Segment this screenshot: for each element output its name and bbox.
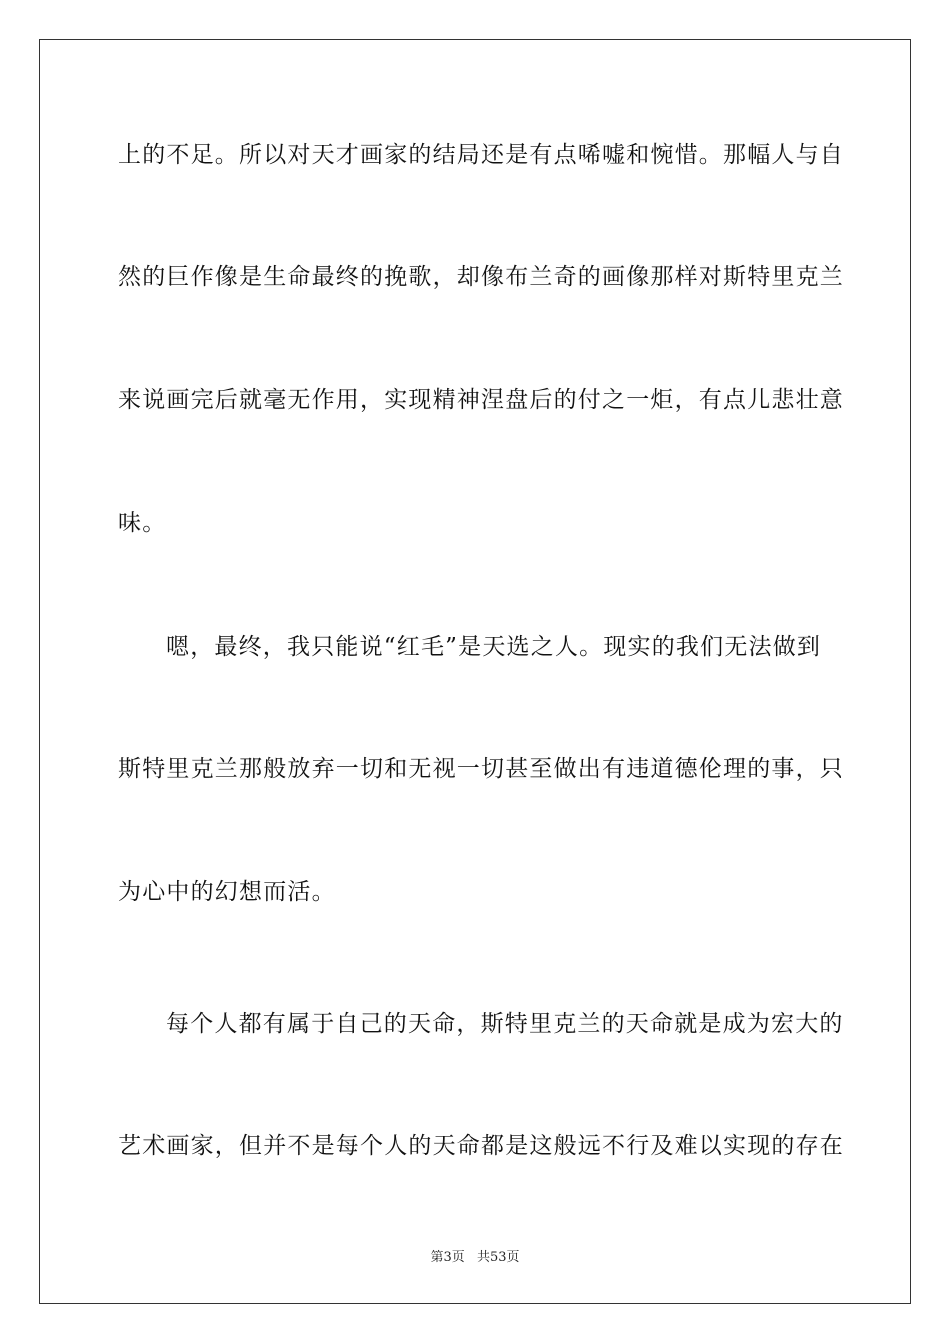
- paragraph-line: 为心中的幻想而活。: [118, 879, 336, 905]
- paragraph-line: 来说画完后就毫无作用，实现精神涅盘后的付之一炬，有点儿悲壮意: [118, 387, 844, 413]
- paragraph-line: 斯特里克兰那般放弃一切和无视一切甚至做出有违道德伦理的事，只: [118, 756, 844, 782]
- paragraph-line: 艺术画家，但并不是每个人的天命都是这般远不行及难以实现的存在: [118, 1133, 844, 1159]
- paragraph-line: 上的不足。所以对天才画家的结局还是有点唏嘘和惋惜。那幅人与自: [118, 142, 844, 168]
- paragraph-line: 嗯，最终，我只能说“红毛”是天选之人。现实的我们无法做到: [166, 634, 822, 660]
- page-total: 共53页: [476, 1250, 520, 1265]
- paragraph-line: 味。: [118, 510, 167, 536]
- page-border: [39, 39, 911, 1304]
- page-number: 第3页: [430, 1250, 465, 1265]
- paragraph-line: 每个人都有属于自己的天命，斯特里克兰的天命就是成为宏大的: [166, 1011, 844, 1037]
- paragraph-line: 然的巨作像是生命最终的挽歌，却像布兰奇的画像那样对斯特里克兰: [118, 264, 844, 290]
- page-footer: [0, 1246, 950, 1265]
